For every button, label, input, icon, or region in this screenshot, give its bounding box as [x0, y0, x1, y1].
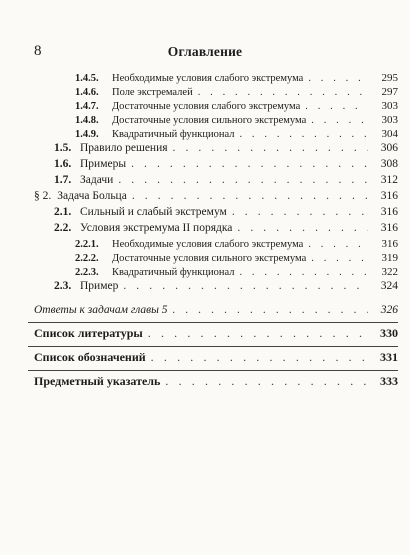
- page-number: 8: [34, 43, 42, 59]
- toc-entry-number: 1.4.6.: [75, 87, 99, 98]
- dot-leader: [173, 142, 368, 154]
- dot-leader: [173, 304, 368, 316]
- dot-leader: [123, 280, 368, 292]
- dot-leader: [237, 222, 368, 234]
- toc-entry-page: 295: [381, 72, 398, 84]
- divider: [28, 370, 398, 371]
- toc-entry-label: Примеры: [80, 158, 127, 170]
- page-header: [0, 43, 410, 63]
- dot-leader: [118, 174, 368, 186]
- toc-entry-page: 312: [380, 174, 398, 186]
- divider: [28, 322, 398, 323]
- toc-entry-number: 1.4.5.: [75, 73, 99, 84]
- toc-entry-page: 303: [381, 100, 398, 112]
- toc-entry-number: 2.3.: [54, 280, 72, 292]
- toc-entry-label: Пример: [80, 280, 119, 292]
- toc-entry-number: 2.2.3.: [75, 267, 99, 278]
- dot-leader: [232, 206, 368, 218]
- toc-entry-page: 322: [381, 266, 398, 278]
- toc-entry-page: 326: [380, 304, 398, 316]
- dot-leader: [311, 115, 368, 126]
- dot-leader: [148, 326, 368, 341]
- toc-entry-number: 1.4.7.: [75, 101, 99, 112]
- toc-entry-page: 316: [381, 238, 398, 250]
- toc-entry-number: 1.4.8.: [75, 115, 99, 126]
- dot-leader: [165, 374, 368, 389]
- toc-entry-answers: [0, 304, 410, 322]
- toc-entry-page: 297: [381, 86, 398, 98]
- toc-entry-page: 319: [381, 252, 398, 264]
- dot-leader: [151, 350, 368, 365]
- toc-entry-page: 306: [380, 142, 398, 154]
- dot-leader: [308, 239, 368, 250]
- toc-entry-label: Достаточные условия сильного экстремума: [112, 115, 307, 126]
- dot-leader: [308, 73, 368, 84]
- toc-entry-label: Ответы к задачам главы 5: [34, 304, 168, 316]
- dot-leader: [131, 158, 368, 170]
- toc-entry-page: 331: [380, 350, 398, 364]
- toc-entry-page: 330: [380, 326, 398, 340]
- toc-entry-references: [0, 326, 410, 344]
- toc-entry-label: Квадратичный функционал: [112, 129, 235, 140]
- toc-entry-number: 1.4.9.: [75, 129, 99, 140]
- toc-entry-number: 2.1.: [54, 206, 72, 218]
- toc-entry-label: Необходимые условия слабого экстремума: [112, 239, 304, 250]
- toc-entry-label: Необходимые условия слабого экстремума: [112, 73, 304, 84]
- dot-leader: [198, 87, 368, 98]
- toc-entry-label: Список обозначений: [34, 350, 146, 364]
- toc-entry-page: 316: [380, 222, 398, 234]
- dot-leader: [305, 101, 368, 112]
- toc-entry-notation: [0, 350, 410, 368]
- dot-leader: [132, 190, 368, 202]
- toc-entry-page: 316: [380, 206, 398, 218]
- toc-entry-label: Правило решения: [80, 142, 168, 154]
- dot-leader: [239, 129, 368, 140]
- toc-entry-page: 308: [380, 158, 398, 170]
- toc-entry-2-3: [0, 280, 410, 298]
- toc-entry-page: 316: [380, 190, 398, 202]
- toc-entry-label: Задачи: [80, 174, 114, 186]
- toc-entry-label: Поле экстремалей: [112, 87, 193, 98]
- toc-entry-page: 324: [380, 280, 398, 292]
- toc-entry-number: 2.2.1.: [75, 239, 99, 250]
- dot-leader: [239, 267, 368, 278]
- toc-entry-page: 304: [381, 128, 398, 140]
- page-title: Оглавление: [167, 44, 243, 59]
- toc-entry-number: 1.7.: [54, 174, 72, 186]
- toc-entry-label: Условия экстремума II порядка: [80, 222, 233, 234]
- dot-leader: [311, 253, 368, 264]
- toc-entry-page: 303: [381, 114, 398, 126]
- toc-entry-number: 2.2.2.: [75, 253, 99, 264]
- toc-entry-label: Достаточные условия слабого экстремума: [112, 101, 301, 112]
- toc-entry-number: 2.2.: [54, 222, 72, 234]
- toc-entry-label: Сильный и слабый экстремум: [80, 206, 227, 218]
- toc-entry-number: 1.5.: [54, 142, 72, 154]
- toc-entry-label: Предметный указатель: [34, 374, 161, 388]
- toc-entry-number: 1.6.: [54, 158, 72, 170]
- toc-entry-label: Квадратичный функционал: [112, 267, 235, 278]
- toc-entry-label: Список литературы: [34, 326, 143, 340]
- toc-entry-index: [0, 374, 410, 392]
- divider: [28, 346, 398, 347]
- toc-entry-page: 333: [380, 374, 398, 388]
- toc-entry-label: Достаточные условия сильного экстремума: [112, 253, 307, 264]
- toc-entry-number: § 2.: [34, 190, 52, 202]
- toc-entry-label: Задача Больца: [57, 190, 127, 202]
